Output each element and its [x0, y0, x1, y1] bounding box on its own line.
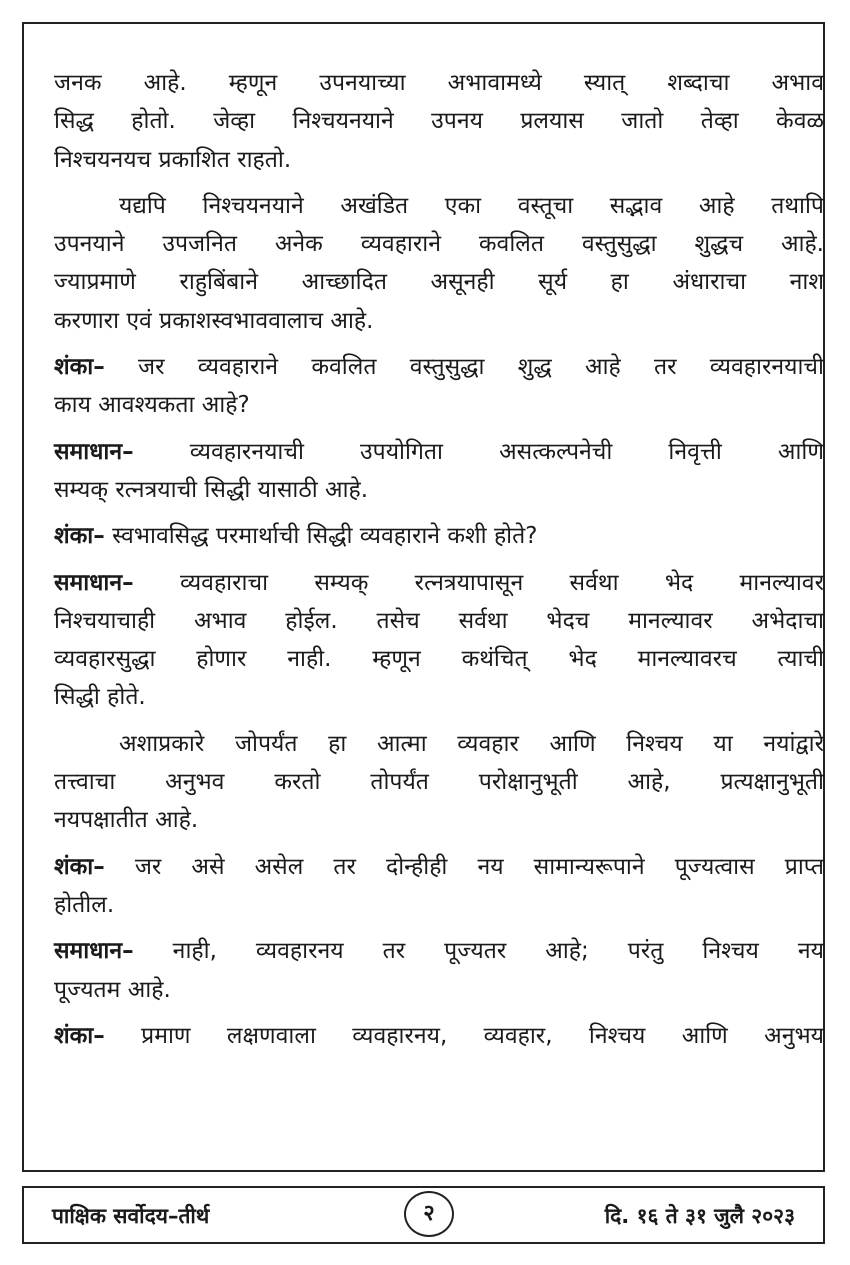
qa-label: शंका– — [54, 354, 105, 381]
text-line — [54, 564, 824, 602]
page-footer — [22, 1186, 825, 1244]
line-text: व्यवहाराचा सम्यक् रत्नत्रयापासून सर्वथा भेद मानल्यावर — [133, 569, 824, 596]
qa-label: समाधान– — [54, 569, 134, 596]
line-text: स्वभावसिद्ध परमार्थाची सिद्धी व्यवहाराने कशी होते? — [104, 523, 538, 550]
line-text: जनक आहे. म्हणून उपनयाच्या अभावामध्ये स्यात् शब्दाचा अभाव — [54, 70, 824, 96]
line-text: काय आवश्यकता आहे? — [54, 392, 250, 419]
page-border — [22, 22, 825, 1172]
line-text: निश्चयनयच प्रकाशित राहतो. — [54, 146, 292, 173]
qa-label: समाधान– — [54, 438, 134, 465]
text-line — [54, 471, 824, 509]
text-line — [54, 602, 824, 640]
text-line — [54, 64, 824, 102]
text-line — [54, 348, 824, 386]
line-text: नाही, व्यवहारनय तर पूज्यतर आहे; परंतु निश्चय नय — [133, 938, 824, 965]
text-line — [54, 801, 824, 839]
text-line — [54, 932, 824, 970]
line-text: जर असे असेल तर दोन्हीही नय सामान्यरूपाने पूज्यत्वास प्राप्त — [104, 853, 824, 880]
page-number: २ — [404, 1191, 454, 1237]
issue-date: दि. १६ ते ३१ जुलै २०२३ — [604, 1204, 795, 1228]
text-line — [54, 848, 824, 886]
qa-label: शंका– — [54, 1022, 105, 1049]
line-text: पूज्यतम आहे. — [54, 976, 171, 1003]
line-text: जर व्यवहाराने कवलित वस्तुसुद्धा शुद्ध आहे तर व्यवहारनयाची — [104, 354, 824, 381]
text-line — [54, 102, 824, 140]
line-text: करणारा एवं प्रकाशस्वभाववालाच आहे. — [54, 307, 374, 334]
qa-label: समाधान– — [54, 938, 134, 965]
text-line — [54, 141, 824, 179]
line-text: सिद्धी होते. — [54, 684, 146, 711]
line-text: व्यवहारनयाची उपयोगिता असत्कल्पनेची निवृत्ती आणि — [133, 438, 824, 465]
text-line — [54, 640, 824, 678]
text-line — [54, 225, 824, 263]
text-line — [54, 886, 824, 924]
page-text — [54, 64, 824, 1055]
line-text: अशाप्रकारे जोपर्यंत हा आत्मा व्यवहार आणि निश्चय या नयांद्वारे — [119, 730, 824, 757]
line-text: सम्यक् रत्नत्रयाची सिद्धी यासाठी आहे. — [54, 476, 369, 503]
publication-title: पाक्षिक सर्वोदय–तीर्थ — [52, 1204, 210, 1228]
text-line — [54, 725, 824, 763]
line-text: उपनयाने उपजनित अनेक व्यवहाराने कवलित वस्तुसुद्धा शुद्धच आहे. — [54, 231, 824, 258]
line-text: निश्चयाचाही अभाव होईल. तसेच सर्वथा भेदच मानल्यावर अभेदाचा — [54, 607, 824, 634]
text-line — [54, 263, 824, 301]
line-text: व्यवहारसुद्धा होणार नाही. म्हणून कथंचित् भेद मानल्यावरच त्याची — [54, 646, 824, 673]
text-line — [54, 1017, 824, 1055]
qa-label: शंका– — [54, 853, 105, 880]
qa-label: शंका– — [54, 523, 105, 550]
text-line — [54, 302, 824, 340]
text-line — [54, 187, 824, 225]
text-line — [54, 517, 824, 555]
line-text: नयपक्षातीत आहे. — [54, 807, 199, 834]
text-line — [54, 433, 824, 471]
line-text: यद्यपि निश्चयनयाने अखंडित एका वस्तूचा सद्भाव आहे तथापि — [119, 192, 824, 219]
line-text: प्रमाण लक्षणवाला व्यवहारनय, व्यवहार, निश्चय आणि अनुभय — [104, 1022, 824, 1049]
text-line — [54, 386, 824, 424]
text-line — [54, 763, 824, 801]
text-line — [54, 678, 824, 716]
line-text: ज्याप्रमाणे राहुबिंबाने आच्छादित असूनही सूर्य हा अंधाराचा नाश — [54, 269, 824, 296]
line-text: सिद्ध होतो. जेव्हा निश्चयनयाने उपनय प्रलयास जातो तेव्हा केवळ — [54, 108, 824, 135]
text-line — [54, 971, 824, 1009]
line-text: होतील. — [54, 891, 115, 918]
line-text: तत्त्वाचा अनुभव करतो तोपर्यंत परोक्षानुभूती आहे, प्रत्यक्षानुभूती — [54, 769, 824, 796]
